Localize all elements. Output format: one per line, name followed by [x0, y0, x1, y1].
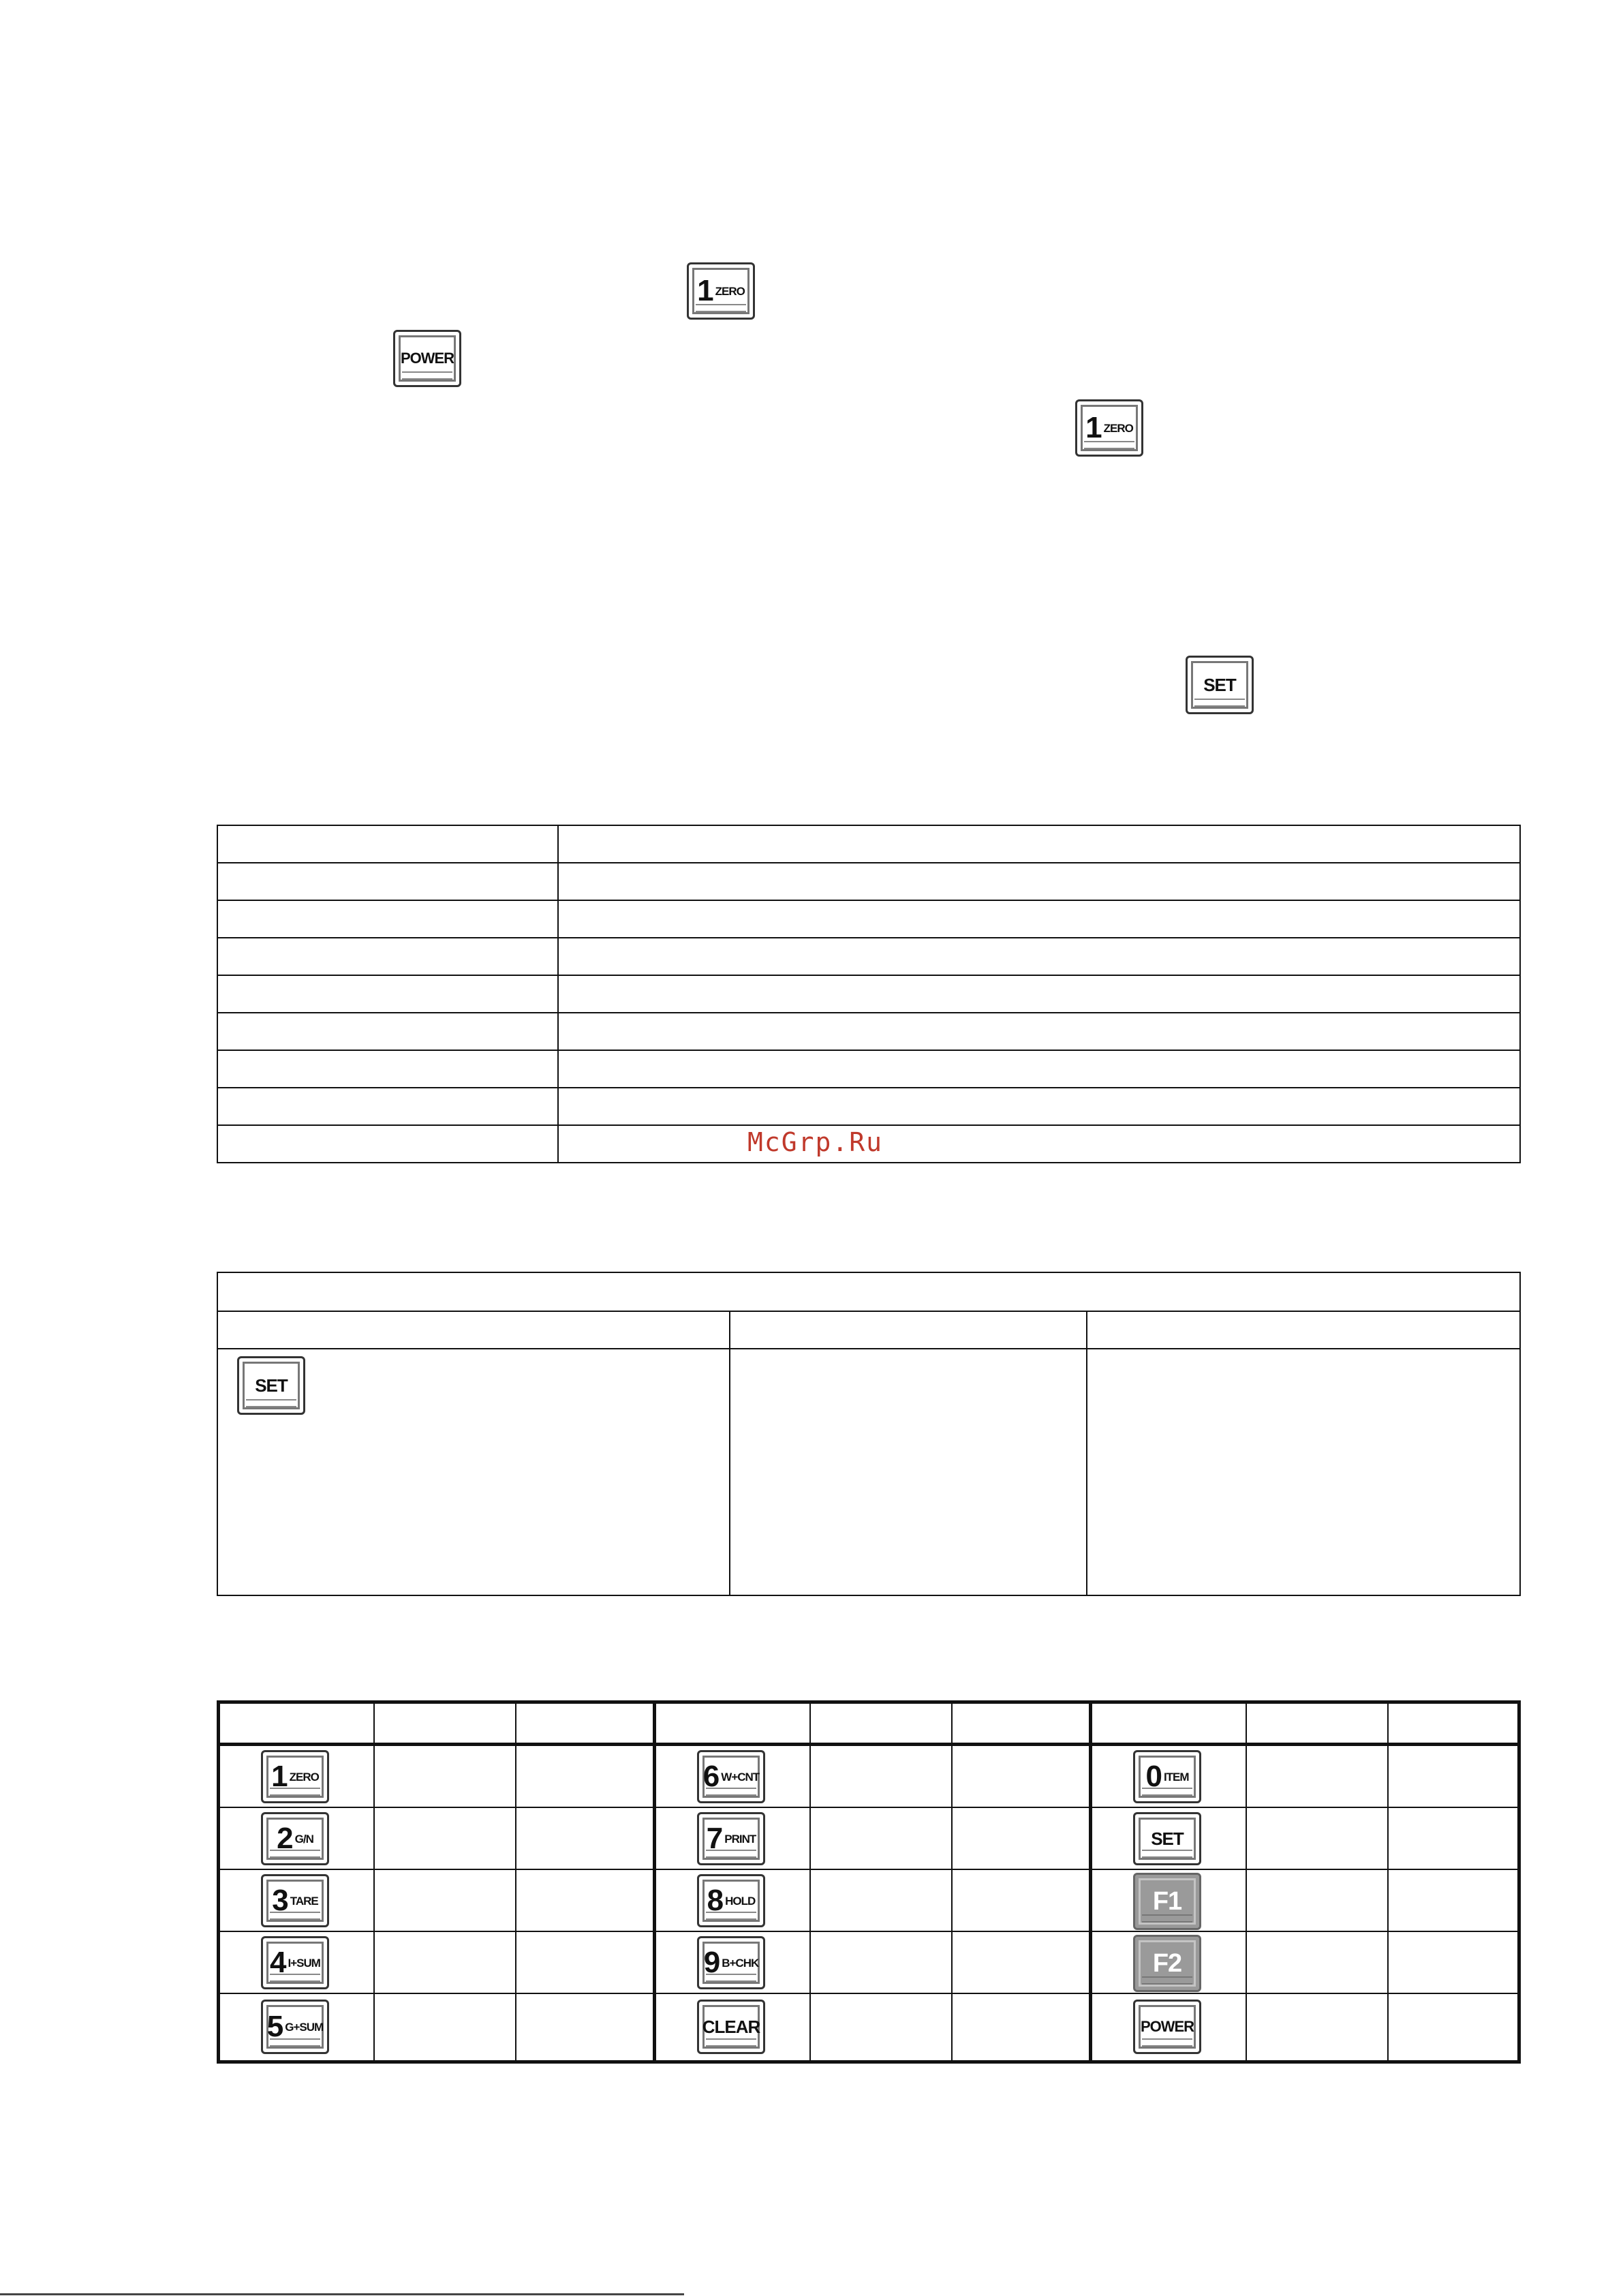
key-label: SET [1151, 1828, 1184, 1849]
set-key-icon [237, 1356, 305, 1415]
weight-count-key-icon [697, 1750, 765, 1803]
key-label: ZERO [1103, 421, 1133, 435]
key-number: 0 [1145, 1760, 1162, 1793]
key-number: 9 [703, 1946, 720, 1979]
zero-key-icon [687, 262, 755, 320]
table-row [217, 1088, 1520, 1125]
key-number: 1 [1085, 411, 1102, 444]
set-key-icon [1133, 1812, 1201, 1865]
key-label: HOLD [725, 1894, 756, 1908]
zero-key-icon [261, 1750, 329, 1803]
clear-key-icon [697, 2000, 765, 2054]
mode-table [217, 1272, 1521, 1596]
key-number: 3 [272, 1884, 288, 1917]
table-row [217, 1050, 1520, 1088]
watermark: McGrp.Ru [747, 1127, 884, 1157]
table-row [217, 975, 1520, 1013]
key-number: 6 [702, 1760, 720, 1793]
f2-key-icon [1133, 1935, 1201, 1992]
grand-sum-key-icon [261, 2000, 329, 2054]
settings-table [217, 825, 1521, 1163]
item-key-icon [1133, 1750, 1201, 1803]
key-label: I+SUM [288, 1956, 320, 1970]
table-header-row [219, 1702, 1519, 1745]
hold-key-icon [697, 1874, 765, 1927]
gross-net-key-icon [261, 1812, 329, 1865]
footer-rule [0, 2293, 684, 2295]
key-number: 2 [277, 1822, 293, 1855]
table-row [219, 1993, 1519, 2062]
set-key-icon [1186, 656, 1254, 714]
key-number: 1 [271, 1760, 288, 1793]
batch-check-key-icon [697, 1936, 765, 1989]
key-reference-table [217, 1700, 1521, 2064]
key-number: 8 [707, 1884, 724, 1917]
zero-key-icon [1075, 399, 1143, 457]
key-label: ITEM [1163, 1770, 1189, 1784]
key-label: TARE [290, 1894, 318, 1908]
key-label: POWER [400, 350, 454, 367]
table-row [217, 938, 1520, 975]
table-row [217, 863, 1520, 900]
key-label: G+SUM [285, 2020, 324, 2034]
table-row [219, 1931, 1519, 1993]
table-header-row [217, 1272, 1520, 1311]
key-label: ZERO [715, 284, 745, 298]
table-row [219, 1807, 1519, 1869]
key-number: 4 [270, 1946, 286, 1979]
key-number: 1 [697, 274, 713, 307]
key-label: SET [1203, 674, 1236, 695]
table-row [217, 1349, 1520, 1595]
table-row [217, 900, 1520, 938]
tare-key-icon [261, 1874, 329, 1927]
key-label: ZERO [289, 1770, 319, 1784]
table-row [219, 1869, 1519, 1931]
table-row [219, 1745, 1519, 1808]
key-label: F2 [1152, 1948, 1182, 1978]
print-key-icon [697, 1812, 765, 1865]
power-key-icon [1133, 2000, 1201, 2054]
key-number: 7 [706, 1822, 723, 1855]
table-row [217, 825, 1520, 863]
key-label: PRINT [724, 1832, 756, 1846]
key-label: W+CNT [721, 1770, 760, 1784]
key-number: 5 [266, 2010, 283, 2043]
table-header-row [217, 1311, 1520, 1349]
f1-key-icon [1133, 1873, 1201, 1930]
key-label: CLEAR [702, 2016, 760, 2037]
item-sum-key-icon [261, 1936, 329, 1989]
key-label: B+CHK [722, 1956, 759, 1970]
key-label: SET [255, 1375, 288, 1396]
power-key-icon [393, 330, 461, 387]
key-label: POWER [1140, 2018, 1194, 2035]
table-row [217, 1013, 1520, 1050]
key-label: G/N [294, 1832, 313, 1846]
key-label: F1 [1152, 1886, 1182, 1916]
